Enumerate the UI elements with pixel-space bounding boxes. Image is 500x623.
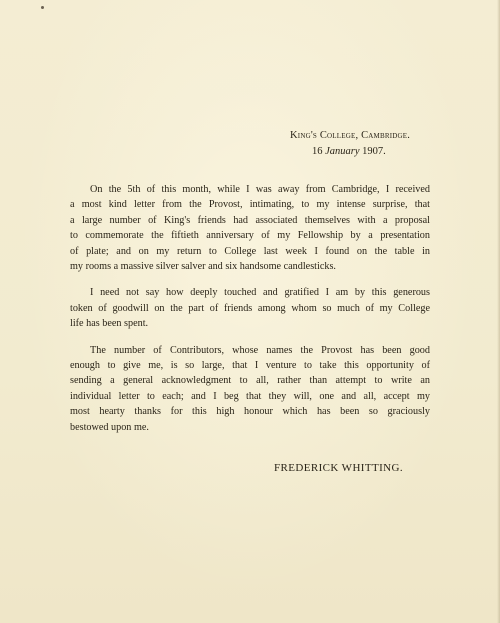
text-line: sending a general acknowledgment to all, rather than attempt to write an [70,375,430,387]
text-line: most hearty thanks for this high honour which has been so graciously [70,406,430,418]
text-line: I need not say how deeply touched and gratified I am by this generous [90,287,430,299]
text-line: to commemorate the fiftieth anniversary of my Fellowship by a presentation [70,230,430,242]
text-line: On the 5th of this month, while I was away from Cambridge, I received [90,184,430,195]
text-line: token of goodwill on the part of friends among whom so much of my College [70,302,430,314]
date-day: 16 [312,146,323,157]
date-month: January [325,146,360,157]
text-line: my rooms a massive silver salver and six handsome candlesticks. [70,261,336,273]
text-line: a large number of King's friends had associated themselves with a proposal [70,214,430,226]
text-line: bestowed upon me. [70,421,149,433]
signature: FREDERICK WHITTING. [274,462,403,474]
letter-heading [290,128,420,160]
text-line: of plate; and on my return to College last week I found on the table in [70,245,430,257]
college-address: King's College, Cambridge. [290,130,411,141]
paragraph-1 [70,182,430,274]
corner-dot-mark [41,6,44,9]
text-line: a most kind letter from the Provost, intimating, to my intense surprise, that [70,199,430,211]
letter-body [70,182,430,446]
text-line: individual letter to each; and I beg that they will, one and all, accept my [70,390,430,402]
text-line: enough to give me, is so large, that I venture to take this opportunity of [70,360,430,372]
paragraph-3 [70,343,430,435]
date-year: 1907. [362,146,386,157]
text-line: life has been spent. [70,318,149,330]
paragraph-2 [70,285,430,331]
text-line: The number of Contributors, whose names the Provost has been good [90,344,430,356]
letter-date [290,144,420,160]
